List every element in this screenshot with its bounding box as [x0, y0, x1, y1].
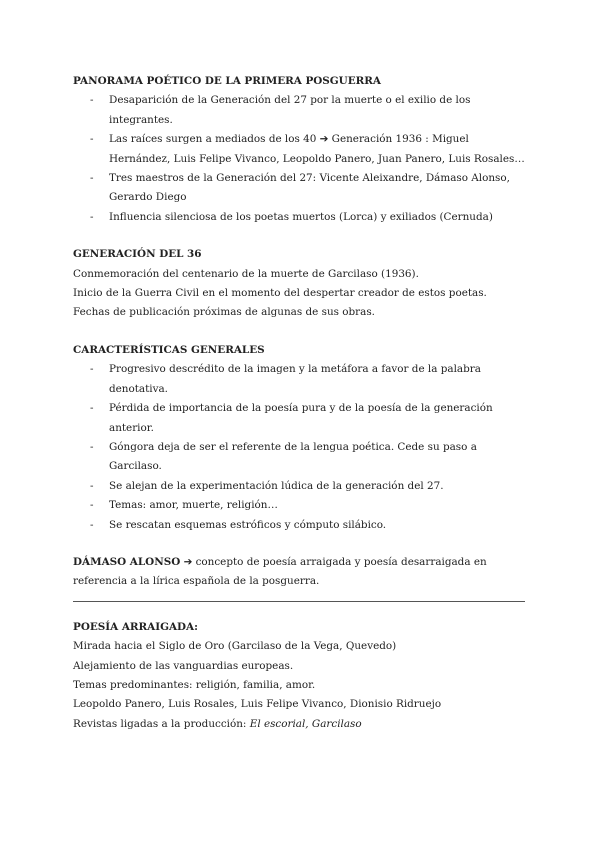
text-line: Temas predominantes: religión, familia, amor.	[73, 678, 316, 691]
damaso-name: DÁMASO ALONSO	[73, 555, 181, 568]
section-poesia-arraigada	[73, 618, 528, 734]
heading-panorama: PANORAMA POÉTICO DE LA PRIMERA POSGUERRA	[73, 75, 381, 87]
heading-generacion-36: GENERACIÓN DEL 36	[73, 248, 202, 261]
damaso-paragraph	[73, 553, 528, 592]
list-item: - Góngora deja de ser el referente de la lengua poética. Cede su paso a Garcilaso.	[73, 438, 528, 477]
list-item: - Progresivo descrédito de la imagen y la metáfora a favor de la palabra denotativa.	[73, 360, 528, 399]
section-panorama	[73, 72, 528, 227]
text-line: Fechas de publicación próximas de algunas de sus obras.	[73, 306, 375, 319]
list-item: - Temas: amor, muerte, religión…	[73, 496, 528, 515]
document-page	[73, 72, 528, 734]
revistas-line	[73, 715, 528, 734]
list-item: - Las raíces surgen a mediados de los 40 ➔ Generación 1936 : Miguel Hernández, Luis Felipe Vivanco, Leopoldo Panero, Juan Panero, Luis Rosales…	[73, 130, 528, 169]
text-line: Leopoldo Panero, Luis Rosales, Luis Felipe Vivanco, Dionisio Ridruejo	[73, 698, 442, 711]
revistas-titles: El escorial, Garcilaso	[249, 717, 362, 730]
text-line: Alejamiento de las vanguardias europeas.	[73, 659, 294, 672]
text-line: Inicio de la Guerra Civil en el momento del despertar creador de estos poetas.	[73, 287, 487, 300]
heading-caracteristicas: CARACTERÍSTICAS GENERALES	[73, 343, 265, 356]
damaso-text: ➔ concepto de poesía arraigada y poesía desarraigada en referencia a la lírica española de la posguerra.	[73, 555, 487, 588]
list-panorama	[73, 91, 528, 227]
list-item: - Se alejan de la experimentación lúdica de la generación del 27.	[73, 477, 528, 496]
text-line: Conmemoración del centenario de la muerte de Garcilaso (1936).	[73, 267, 419, 280]
section-caracteristicas	[73, 341, 528, 535]
list-item: - Tres maestros de la Generación del 27: Vicente Aleixandre, Dámaso Alonso, Gerardo Diego	[73, 169, 528, 208]
list-caracteristicas	[73, 360, 528, 535]
heading-poesia-arraigada: POESÍA ARRAIGADA:	[73, 620, 198, 633]
list-item: - Influencia silenciosa de los poetas muertos (Lorca) y exiliados (Cernuda)	[73, 208, 528, 227]
list-item: - Pérdida de importancia de la poesía pura y de la poesía de la generación anterior.	[73, 399, 528, 438]
section-generacion-36	[73, 245, 528, 323]
revistas-label: Revistas ligadas a la producción:	[73, 717, 250, 730]
list-item: - Desaparición de la Generación del 27 por la muerte o el exilio de los integrantes.	[73, 91, 528, 130]
list-item: - Se rescatan esquemas estróficos y cómputo silábico.	[73, 516, 528, 535]
section-damaso-alonso	[73, 553, 528, 602]
text-line: Mirada hacia el Siglo de Oro (Garcilaso de la Vega, Quevedo)	[73, 640, 397, 653]
